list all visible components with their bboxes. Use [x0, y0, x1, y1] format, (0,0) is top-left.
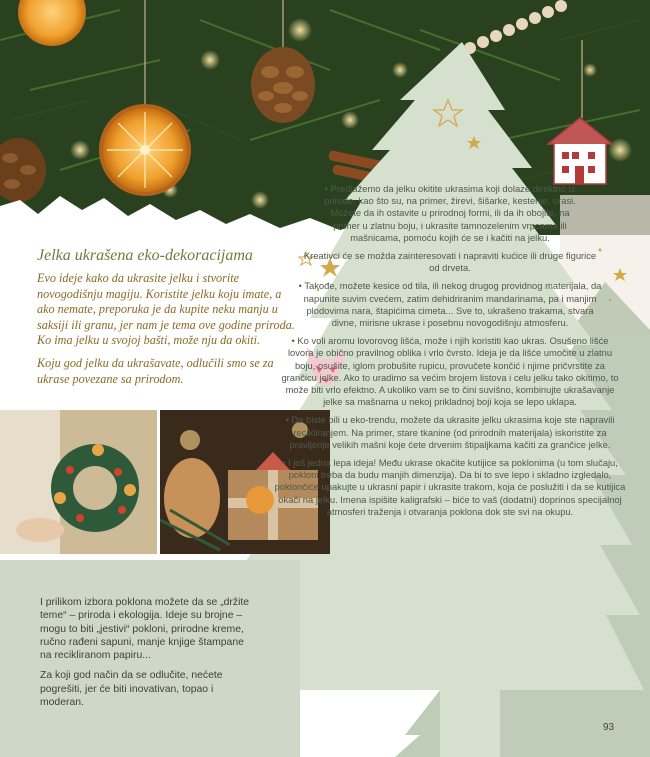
intro-paragraph: Evo ideje kako da ukrasite jelku i stvorite novogodišnju magiju. Koristite jelku koju imate, a ako nemate, preporuka je da kupite neku manju u saksiji ili granu, jer nam je tema ove godine priroda. Ko ima jelku u svojoj bašti, može nju da okiti.: [37, 271, 295, 348]
gift-paragraph: I prilikom izbora poklona možete da se „držite teme“ – priroda i ekologija. Ideje su brojne – mogu to biti „jestivi“ pokloni, prirodne kreme, ručno rađeni sapuni, manje knjige štampane na recikliranom papiru...: [40, 597, 250, 662]
tree-text-block: [260, 183, 640, 524]
tree-paragraph: • Predlažemo da jelku okitite ukrasima koji dolaze direktno iz prirode, kao što su, na primer, žirevi, šišarke, kestenje, orasi. Možete da ih ostavite u prirodnoj formi, ili da ih obojite, na primer u zlatnu boju, i ukrasite tamnozelenim vrpcama ili mašnicama, pomoću kojih će se i kačiti na jelku.: [324, 183, 576, 243]
tree-paragraph: • I još jedna lepa ideja! Među ukrase okačite kutijice sa poklonima (u tom slučaju, pokloni treba da budu manjih dimenzija). Da bi to sve lepo i skladno izgledalo, poklončiće upakujte u ukrasni papir i ukrasite trakom, koja će poslužiti i da se kutijica okači na jelku. Imena ispišite kaligrafski – biće to vaš (dodatni) doprinos specijalnoj atmosferi traženja i otvaranja poklona dok ste svi na okupu.: [274, 457, 626, 517]
tree-paragraph: • Da biste bili u eko-trendu, možete da ukrasite jelku ukrasima koje ste napravili recikliranjem. Na primer, stare tkanine (od prirodnih materijala) iskoristite za pravljenje velikih mašni koje ćete drvenim štipaljkama kačiti za grančice jelke.: [285, 414, 615, 450]
intro-paragraph: Koju god jelku da ukrašavate, odlučili smo se za ukrase povezane sa prirodom.: [37, 355, 274, 386]
page-number: 93: [603, 722, 615, 733]
gift-paragraph: Za koji god način da se odlučite, nećete pogrešiti, jer će biti inovativan, topao i moderan.: [40, 670, 223, 709]
gift-ideas-text: [40, 596, 255, 716]
article-title: Jelka ukrašena eko-dekoracijama: [37, 247, 253, 264]
wreath-making-photo: [0, 410, 157, 554]
tree-paragraph: Kreativci će se možda zainteresovati i napraviti kućice ili druge figurice od drveta.: [303, 250, 597, 274]
tree-paragraph: • Takođe, možete kesice od tila, ili nekog drugog providnog materijala, da napunite suvim cvećem, zatim dehidriranim mandarinama, pa i manjim plodovima nara, štapićima cimeta... Sve to, ukrašeno trakama, stvara divne, mirisne ukrase i posebnu novogodišnju atmosferu.: [298, 280, 602, 329]
house-ornament-icon: [548, 118, 612, 184]
tree-paragraph: • Ko voli aromu lovorovog lišća, može i njih koristiti kao ukras. Osušeno lišće lovora je obično pravilnog oblika i vrlo čvrsto. Ideja je da lišće umočite u zlatnu boju, osušite, iglom probušite rupicu, provučete končić i njime pričvrstite za grančicu jelke. Ako to uradimo sa većim brojem listova i celu jelku tako okitimo, to može biti vrlo efektno. A ukoliko vam se to čini suvišno, kombinujte ukrašavanje jelke sa mašnama u nekoj prikladnoj boji koja se lepo uklapa.: [281, 335, 619, 408]
